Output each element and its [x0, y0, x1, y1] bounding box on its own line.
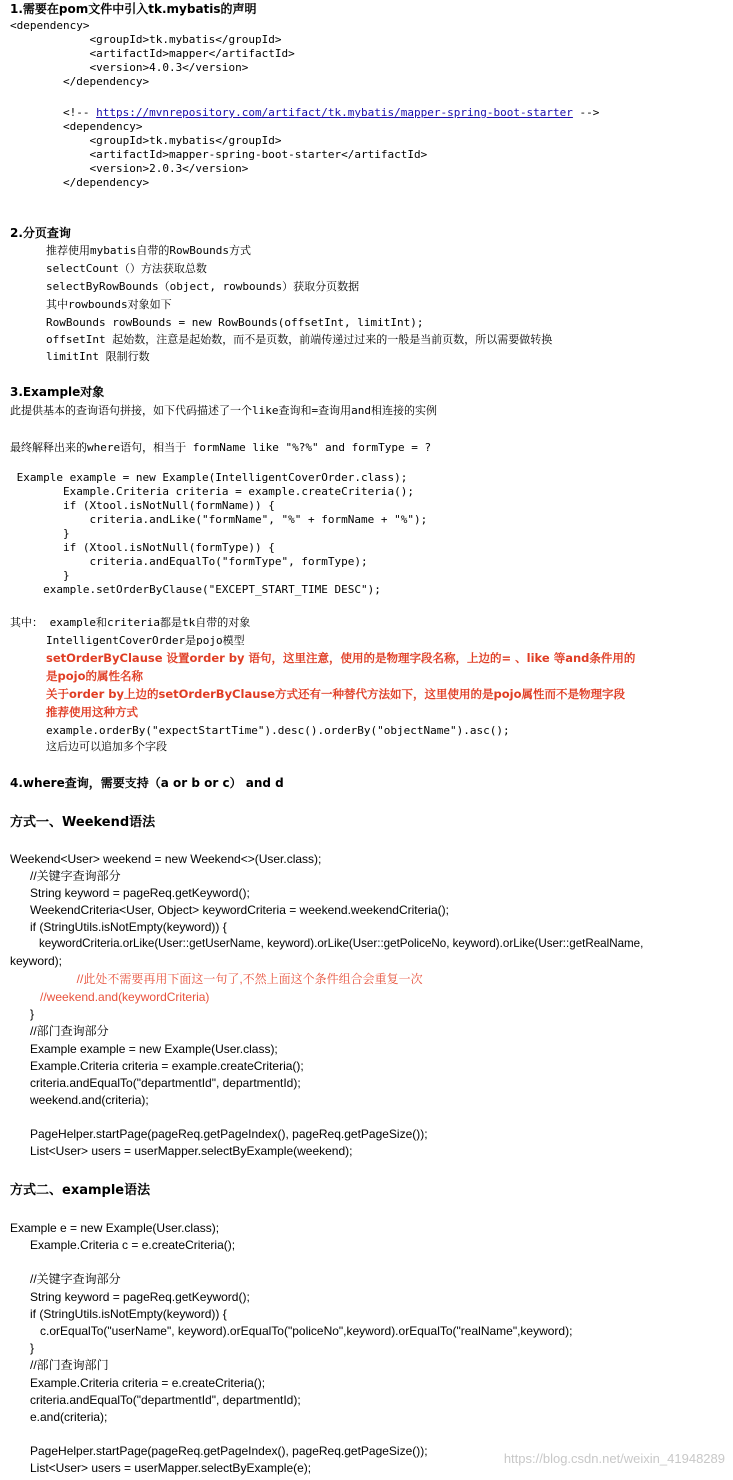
section1-heading: 1.需要在pom文件中引入tk.mybatis的声明 — [10, 2, 257, 16]
red-note: 推荐使用这种方式 — [46, 705, 138, 719]
code-line: PageHelper.startPage(pageReq.getPageIndex(), pageReq.getPageSize()); — [10, 1444, 428, 1458]
code-line: if (StringUtils.isNotEmpty(keyword)) { — [10, 920, 227, 934]
code-line: Example.Criteria criteria = example.createCriteria(); — [10, 485, 414, 498]
code-line: PageHelper.startPage(pageReq.getPageIndex(), pageReq.getPageSize()); — [10, 1127, 428, 1141]
text-line: IntelligentCoverOrder是pojo模型 — [46, 634, 245, 647]
text-line: selectCount（）方法获取总数 — [46, 262, 207, 275]
way1-heading: 方式一、Weekend语法 — [10, 815, 156, 830]
code-line: <groupId>tk.mybatis</groupId> — [10, 134, 282, 147]
mvnrepository-link[interactable]: https://mvnrepository.com/artifact/tk.mybatis/mapper-spring-boot-starter — [96, 106, 573, 119]
code-line: criteria.andLike("formName", "%" + formName + "%"); — [10, 513, 428, 526]
text-line: 这后边可以追加多个字段 — [46, 740, 167, 753]
code-line: } — [10, 569, 70, 582]
red-comment: //此处不需要再用下面这一句了,不然上面这个条件组合会重复一次 — [10, 972, 423, 986]
code-line: String keyword = pageReq.getKeyword(); — [10, 1290, 250, 1304]
text-line: RowBounds rowBounds = new RowBounds(offsetInt, limitInt); — [46, 316, 424, 329]
code-line: criteria.andEqualTo("formType", formType); — [10, 555, 368, 568]
code-line: keywordCriteria.orLike(User::getUserName, keyword).orLike(User::getPoliceNo, keyword).orLike(User::getRealName, — [10, 937, 644, 950]
red-comment: //weekend.and(keywordCriteria) — [10, 990, 210, 1004]
code-line: Example e = new Example(User.class); — [10, 1221, 220, 1235]
red-note: 关于order by上边的setOrderByClause方式还有一种替代方法如下，这里使用的是pojo属性而不是物理字段 — [46, 687, 626, 701]
code-line: </dependency> — [10, 176, 150, 189]
code-line: Example.Criteria c = e.createCriteria(); — [10, 1238, 236, 1252]
text-line: 最终解释出来的where语句，相当于 formName like "%?%" and formType = ? — [10, 441, 432, 454]
code-line: <version>4.0.3</version> — [10, 61, 249, 74]
code-line: if (Xtool.isNotNull(formType)) { — [10, 541, 275, 554]
section3-heading: 3.Example对象 — [10, 385, 105, 399]
code-line: List<User> users = userMapper.selectByExample(e); — [10, 1461, 312, 1475]
code-line: e.and(criteria); — [10, 1410, 108, 1424]
code-line: if (Xtool.isNotNull(formName)) { — [10, 499, 275, 512]
code-line: } — [10, 1007, 35, 1021]
code-line: WeekendCriteria<User, Object> keywordCriteria = weekend.weekendCriteria(); — [10, 903, 449, 917]
code-line: Weekend<User> weekend = new Weekend<>(User.class); — [10, 852, 322, 866]
xml-comment-line — [10, 107, 599, 118]
text-line: offsetInt 起始数，注意是起始数，而不是页数，前端传递过过来的一般是当前页数，所以需要做转换 — [46, 333, 553, 346]
code-line: Example.Criteria criteria = example.createCriteria(); — [10, 1059, 304, 1073]
code-line: Example example = new Example(User.class); — [10, 1042, 278, 1056]
code-line: //部门查询部门 — [10, 1358, 109, 1372]
red-note: 是pojo的属性名称 — [46, 669, 143, 683]
text-line: limitInt 限制行数 — [46, 350, 150, 363]
code-line: <groupId>tk.mybatis</groupId> — [10, 33, 282, 46]
text-line: selectByRowBounds（object, rowbounds）获取分页数据 — [46, 280, 360, 293]
code-line: <artifactId>mapper</artifactId> — [10, 47, 295, 60]
code-line: criteria.andEqualTo("departmentId", departmentId); — [10, 1076, 301, 1090]
code-line: Example example = new Example(IntelligentCoverOrder.class); — [10, 471, 408, 484]
code-line: String keyword = pageReq.getKeyword(); — [10, 886, 250, 900]
code-line: weekend.and(criteria); — [10, 1093, 149, 1107]
code-line: Example.Criteria criteria = e.createCriteria(); — [10, 1376, 266, 1390]
code-line: criteria.andEqualTo("departmentId", departmentId); — [10, 1393, 301, 1407]
comment-start: <!-- — [10, 106, 97, 119]
comment-end: --> — [572, 106, 600, 119]
code-line: //部门查询部分 — [10, 1024, 109, 1038]
code-line: //关键字查询部分 — [10, 1272, 121, 1286]
code-line: } — [10, 1341, 35, 1355]
code-line: //关键字查询部分 — [10, 869, 121, 883]
text-line: 其中： example和criteria都是tk自带的对象 — [10, 616, 251, 629]
code-line: List<User> users = userMapper.selectByExample(weekend); — [10, 1144, 353, 1158]
way2-heading: 方式二、example语法 — [10, 1183, 151, 1198]
text-line: 此提供基本的查询语句拼接，如下代码描述了一个like查询和=查询用and相连接的实例 — [10, 404, 437, 417]
watermark: https://blog.csdn.net/weixin_41948289 — [503, 1451, 725, 1466]
code-line: <version>2.0.3</version> — [10, 162, 249, 175]
code-line: c.orEqualTo("userName", keyword).orEqualTo("policeNo",keyword).orEqualTo("realName",keyword); — [10, 1324, 573, 1338]
section4-heading: 4.where查询，需要支持（a or b or c） and d — [10, 776, 284, 790]
text-line: 推荐使用mybatis自带的RowBounds方式 — [46, 244, 251, 257]
section2-heading: 2.分页查询 — [10, 226, 71, 240]
code-line: <artifactId>mapper-spring-boot-starter</artifactId> — [10, 148, 428, 161]
code-line: example.setOrderByClause("EXCEPT_START_TIME DESC"); — [10, 583, 381, 596]
code-line: example.orderBy("expectStartTime").desc().orderBy("objectName").asc(); — [46, 724, 510, 737]
code-line: </dependency> — [10, 75, 150, 88]
code-line: } — [10, 527, 70, 540]
code-line: if (StringUtils.isNotEmpty(keyword)) { — [10, 1307, 227, 1321]
red-note: setOrderByClause 设置order by 语句，这里注意，使用的是物理字段名称，上边的= 、like 等and条件用的 — [46, 651, 636, 665]
code-line: keyword); — [10, 954, 63, 968]
text-line: 其中rowbounds对象如下 — [46, 298, 172, 311]
code-line: <dependency> — [10, 120, 143, 133]
code-line: <dependency> — [10, 19, 90, 32]
